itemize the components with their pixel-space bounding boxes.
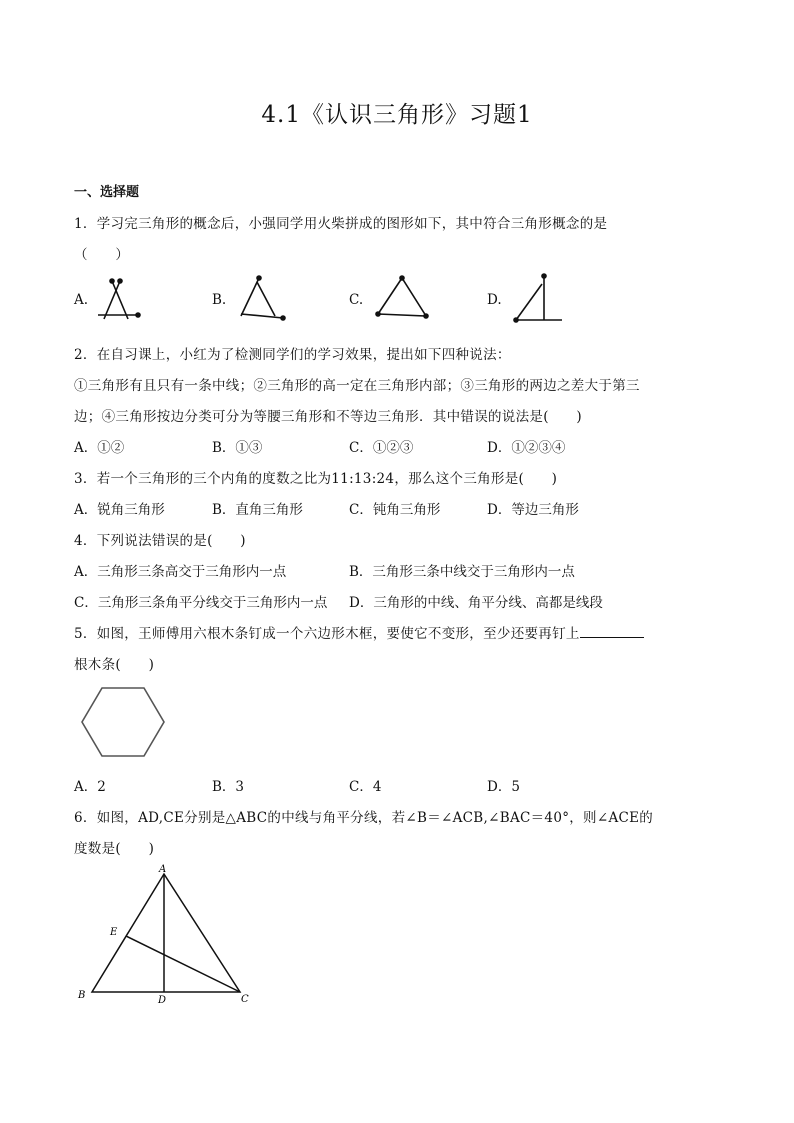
page-title: 4.1《认识三角形》习题1 [261,102,533,128]
q1-option-c-label: C. [349,292,364,308]
q3-stem: 3．若一个三角形的三个内角的度数之比为11:13:24，那么这个三角形是( ) [74,471,558,487]
q1-option-a-label: A. [74,292,89,308]
q2-option-b: B．①③ [212,440,263,456]
q2-statements-line2: 边；④三角形按边分类可分为等腰三角形和不等边三角形．其中错误的说法是( ) [74,409,582,425]
q5-stem-tail: 根木条( ) [74,657,155,673]
q5-stem-text: 5．如图，王师傅用六根木条钉成一个六边形木框，要使它不变形，至少还要再钉上 [74,626,580,642]
q4-stem: 4．下列说法错误的是( ) [74,533,246,549]
q6-label-d: D [158,995,167,1006]
q4-option-b: B．三角形三条中线交于三角形内一点 [349,564,575,580]
q1-option-b-label: B. [212,292,227,308]
q6-label-b: B [78,990,86,1001]
q5-option-d: D．5 [487,779,520,795]
q1-stem: 1．学习完三角形的概念后，小强同学用火柴拼成的图形如下，其中符合三角形概念的是 [74,216,608,232]
q2-stem: 2．在自习课上，小红为了检测同学们的学习效果，提出如下四种说法： [74,347,511,363]
q4-option-a: A．三角形三条高交于三角形内一点 [74,564,287,580]
q5-hexagon-figure [78,684,170,760]
q5-option-c: C．4 [349,779,382,795]
q6-label-e: E [110,927,118,938]
q6-label-a: A [159,864,167,875]
q3-option-b: B．直角三角形 [212,502,303,518]
q3-option-d: D．等边三角形 [487,502,579,518]
q5-answer-blank [580,625,644,638]
q3-option-c: C．钝角三角形 [349,502,441,518]
q6-stem: 6．如图，AD,CE分别是△ABC的中线与角平分线，若∠B＝∠ACB,∠BAC＝40°，则∠ACE的 [74,810,654,826]
section-heading: 一、选择题 [74,185,140,200]
q1-option-d-figure [510,270,566,326]
q6-triangle-figure [70,862,260,1012]
q2-statements-line1: ①三角形有且只有一条中线；②三角形的高一定在三角形内部；③三角形的两边之差大于第三 [74,378,640,394]
q1-option-a-figure [94,275,144,323]
q2-option-a: A．①② [74,440,125,456]
q4-option-d: D．三角形的中线、角平分线、高都是线段 [349,595,603,611]
q1-option-c-figure [372,272,432,322]
q1-option-d-label: D. [487,292,502,308]
q6-stem-tail: 度数是( ) [74,841,155,857]
q4-option-c: C．三角形三条角平分线交于三角形内一点 [74,595,328,611]
q1-stem-paren: （ ） [74,247,130,263]
q5-stem [74,622,644,642]
q1-option-b-figure [233,272,289,324]
q5-option-b: B．3 [212,779,245,795]
q3-option-a: A．锐角三角形 [74,502,165,518]
q2-option-c: C．①②③ [349,440,414,456]
q5-option-a: A．2 [74,779,106,795]
q2-option-d: D．①②③④ [487,440,566,456]
q6-label-c: C [241,994,249,1005]
